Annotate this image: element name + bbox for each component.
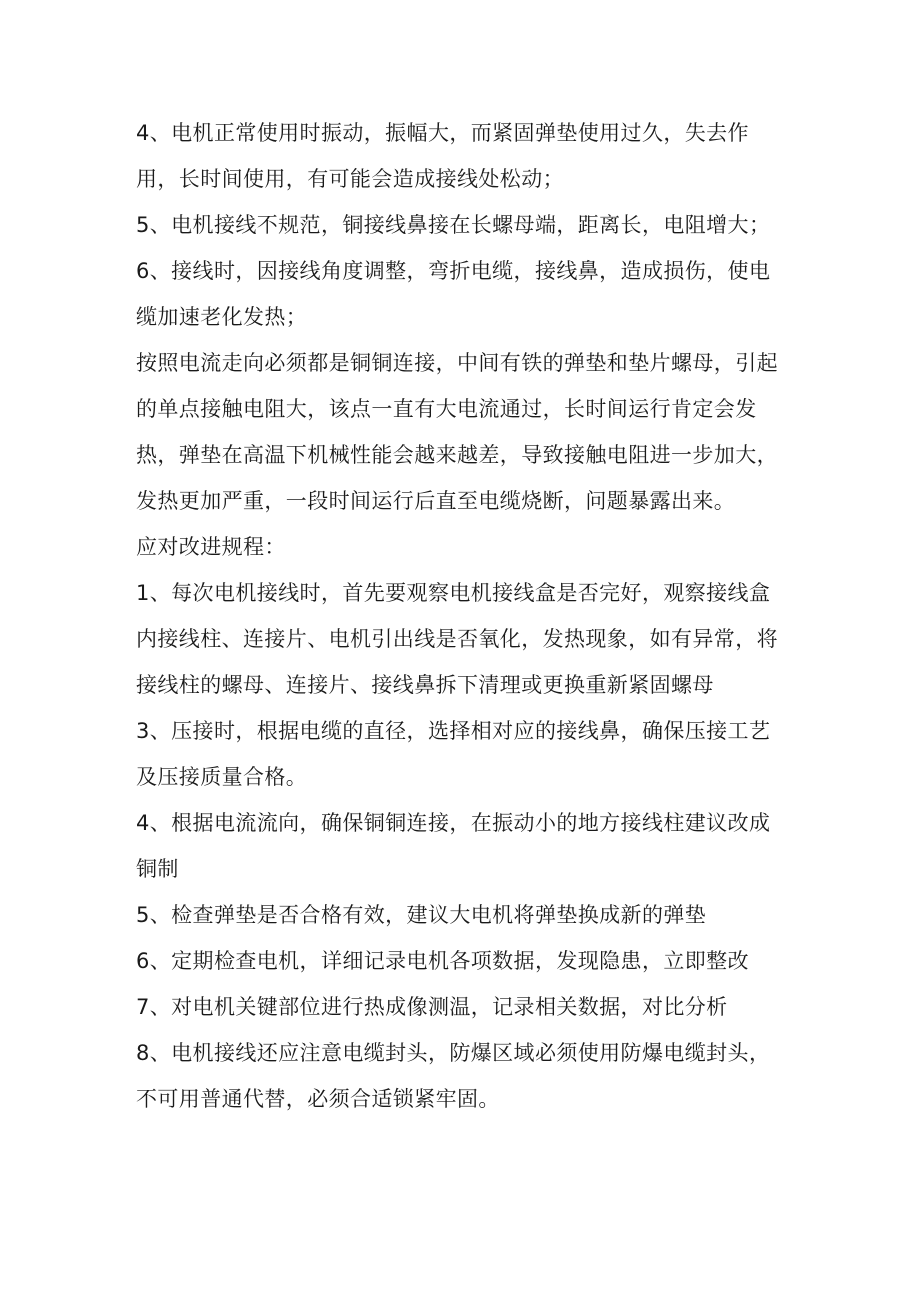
paragraph-step-5: 5、检查弹垫是否合格有效，建议大电机将弹垫换成新的弹垫	[136, 903, 707, 927]
paragraph-step-6: 6、定期检查电机，详细记录电机各项数据，发现隐患，立即整改	[136, 949, 749, 973]
section-heading-improvement: 应对改进规程：	[136, 535, 286, 559]
paragraph-step-8: 8、电机接线还应注意电缆封头，防爆区域必须使用防爆电缆封头，不可用普通代替，必须合适锁紧牢固。	[136, 1041, 771, 1111]
paragraph-item-6-bending: 6、接线时，因接线角度调整，弯折电缆，接线鼻，造成损伤，使电缆加速老化发热；	[136, 259, 771, 329]
paragraph-step-4: 4、根据电流流向，确保铜铜连接，在振动小的地方接线柱建议改成铜制	[136, 811, 771, 881]
paragraph-step-7: 7、对电机关键部位进行热成像测温，记录相关数据，对比分析	[136, 995, 728, 1019]
paragraph-step-1: 1、每次电机接线时，首先要观察电机接线盒是否完好，观察接线盒内接线柱、连接片、电机引出线是否氧化，发热现象，如有异常，将接线柱的螺母、连接片、接线鼻拆下清理或更换重新紧固螺母	[136, 581, 778, 697]
paragraph-current-analysis: 按照电流走向必须都是铜铜连接，中间有铁的弹垫和垫片螺母，引起的单点接触电阻大，该点一直有大电流通过，长时间运行肯定会发热，弹垫在高温下机械性能会越来越差，导致接触电阻进一步加大，发热更加严重，一段时间运行后直至电缆烧断，问题暴露出来。	[136, 351, 778, 513]
paragraph-item-5-wiring: 5、电机接线不规范，铜接线鼻接在长螺母端，距离长，电阻增大；	[136, 213, 771, 237]
paragraph-item-4-vibration: 4、电机正常使用时振动，振幅大，而紧固弹垫使用过久，失去作用，长时间使用，有可能会造成接线处松动；	[136, 121, 749, 191]
paragraph-step-3: 3、压接时，根据电缆的直径，选择相对应的接线鼻，确保压接工艺及压接质量合格。	[136, 719, 771, 789]
